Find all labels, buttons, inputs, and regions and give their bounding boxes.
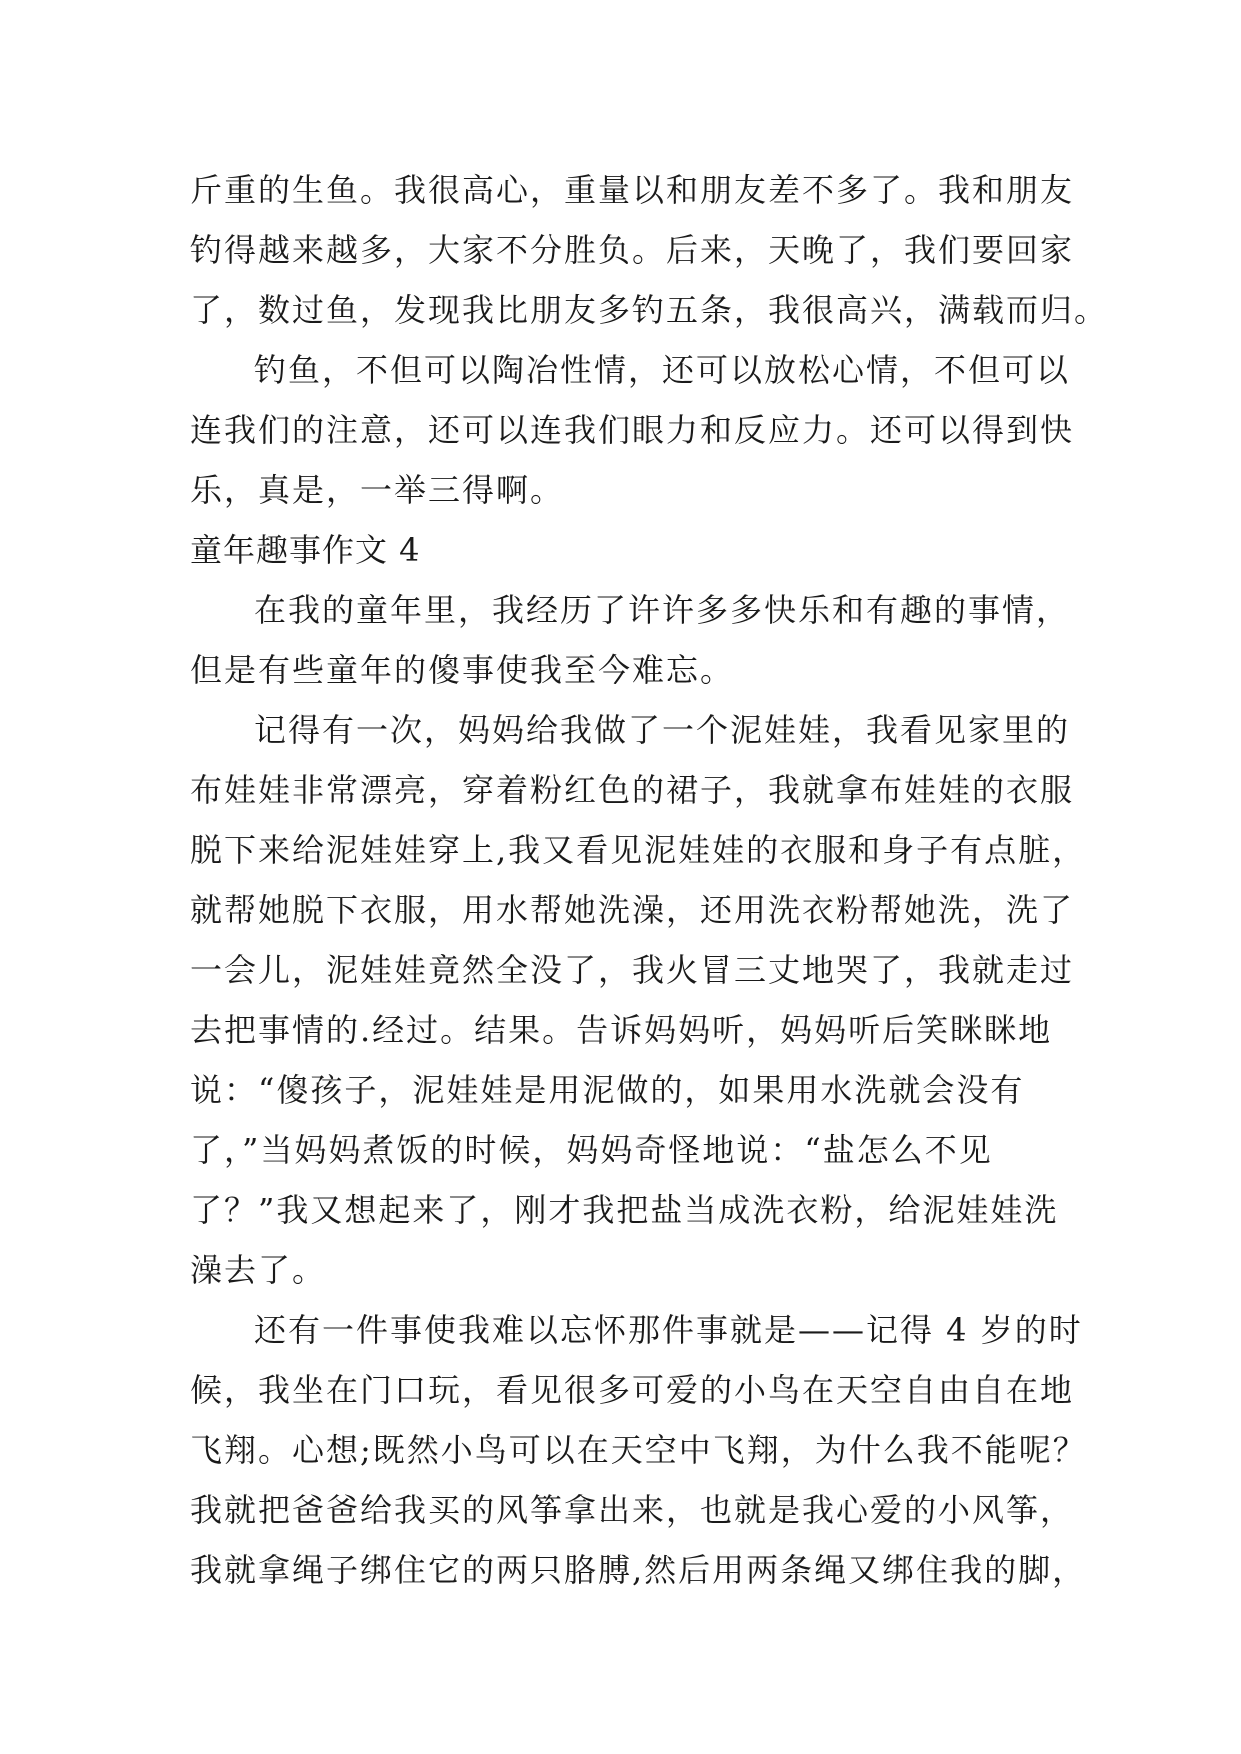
text-line: 脱下来给泥娃娃穿上,我又看见泥娃娃的衣服和身子有点脏， — [190, 831, 1087, 869]
paragraph-first-line: 还有一件事使我难以忘怀那件事就是——记得 4 岁的时 — [254, 1311, 1083, 1349]
section-heading: 童年趣事作文 4 — [190, 531, 421, 569]
paragraph-first-line: 在我的童年里，我经历了许许多多快乐和有趣的事情， — [254, 591, 1071, 629]
document-body — [190, 160, 1109, 1600]
text-line: 一会儿，泥娃娃竟然全没了，我火冒三丈地哭了，我就走过 — [190, 951, 1075, 989]
text-line: 澡去了。 — [190, 1251, 327, 1289]
text-line: 乐，真是，一举三得啊。 — [190, 471, 565, 509]
text-line: 去把事情的.经过。结果。告诉妈妈听，妈妈听后笑眯眯地 — [190, 1011, 1053, 1049]
text-line: 了，数过鱼，发现我比朋友多钓五条，我很高兴，满载而归。 — [190, 291, 1109, 329]
text-line: 就帮她脱下衣服，用水帮她洗澡，还用洗衣粉帮她洗，洗了 — [190, 891, 1075, 929]
text-line: 了？”我又想起来了，刚才我把盐当成洗衣粉，给泥娃娃洗 — [190, 1191, 1059, 1229]
text-line: 布娃娃非常漂亮，穿着粉红色的裙子，我就拿布娃娃的衣服 — [190, 771, 1075, 809]
text-line: 但是有些童年的傻事使我至今难忘。 — [190, 651, 735, 689]
text-line: 连我们的注意，还可以连我们眼力和反应力。还可以得到快 — [190, 411, 1075, 449]
paragraph-first-line: 钓鱼，不但可以陶冶性情，还可以放松心情，不但可以 — [254, 351, 1071, 389]
text-line: 说：“傻孩子，泥娃娃是用泥做的，如果用水洗就会没有 — [190, 1071, 1025, 1109]
paragraph-first-line: 记得有一次，妈妈给我做了一个泥娃娃，我看见家里的 — [254, 711, 1071, 749]
text-line: 我就拿绳子绑住它的两只胳膊,然后用两条绳又绑住我的脚， — [190, 1551, 1087, 1589]
text-line: 飞翔。心想;既然小鸟可以在天空中飞翔，为什么我不能呢？ — [190, 1431, 1087, 1469]
text-line: 了，”当妈妈煮饭的时候，妈妈奇怪地说：“盐怎么不见 — [190, 1131, 993, 1169]
text-line: 候，我坐在门口玩，看见很多可爱的小鸟在天空自由自在地 — [190, 1371, 1075, 1409]
text-line: 钓得越来越多，大家不分胜负。后来，天晚了，我们要回家 — [190, 231, 1075, 269]
text-line: 斤重的生鱼。我很高心，重量以和朋友差不多了。我和朋友 — [190, 171, 1075, 209]
text-line: 我就把爸爸给我买的风筝拿出来，也就是我心爱的小风筝， — [190, 1491, 1075, 1529]
